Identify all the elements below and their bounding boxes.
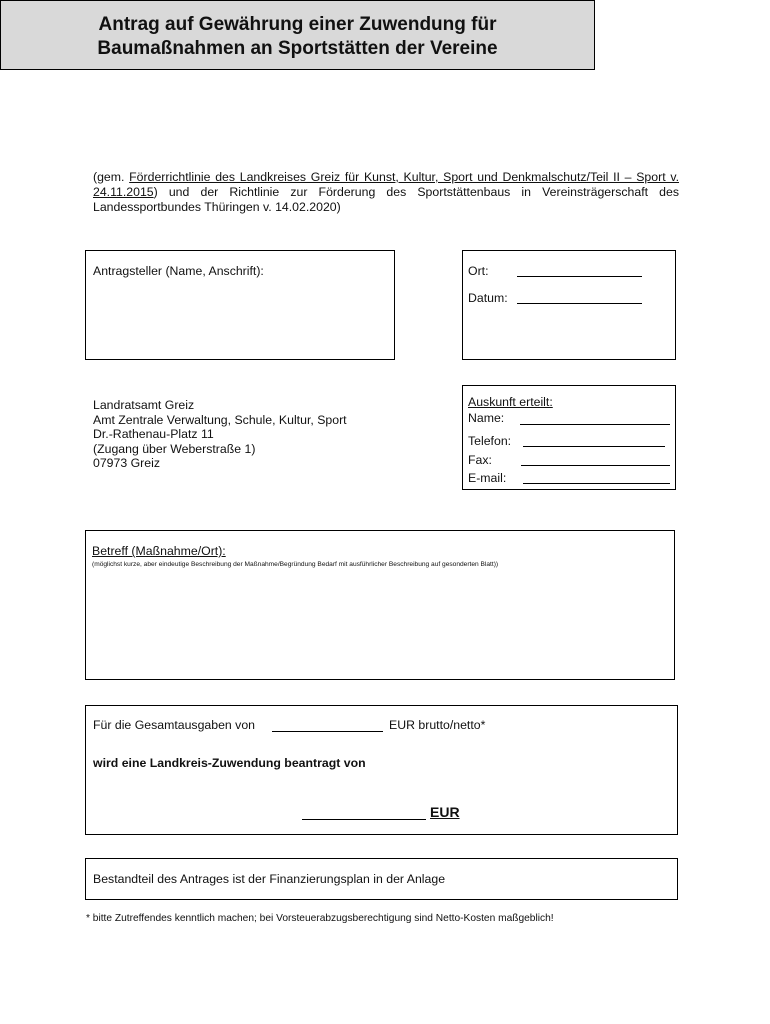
form-title-box xyxy=(0,0,595,70)
contact-box xyxy=(462,385,676,490)
subject-box[interactable] xyxy=(85,530,675,680)
contact-heading: Auskunft erteilt: xyxy=(468,395,553,409)
intro-part-2: ) und der Richtlinie zur Förderung des Sportstättenbaus in Vereinsträgerschaft des Landessportbundes Thüringen v. 14.02.2020) xyxy=(93,185,679,214)
contact-telefon-label: Telefon: xyxy=(468,434,512,448)
contact-fax-field[interactable] xyxy=(521,465,670,466)
intro-part-1: (gem. xyxy=(93,170,130,184)
form-title-line-2: Baumaßnahmen an Sportstätten der Vereine xyxy=(97,38,498,59)
contact-name-label: Name: xyxy=(468,411,505,425)
recipient-line: Amt Zentrale Verwaltung, Schule, Kultur, Sport xyxy=(93,412,347,427)
subject-heading: Betreff (Maßnahme/Ort): xyxy=(92,544,226,558)
guideline-link[interactable]: Förderrichtlinie des Landkreises Greiz für Kunst, Kultur, Sport und Denkmalschutz/Teil II – Sport v. 24.11.2015 xyxy=(93,170,679,199)
total-expenses-suffix: EUR brutto/netto* xyxy=(389,718,486,732)
recipient-line: 07973 Greiz xyxy=(93,456,160,470)
recipient-line: Landratsamt Greiz xyxy=(93,398,195,412)
contact-email-label: E-mail: xyxy=(468,471,507,485)
subject-note: (möglichst kurze, aber eindeutige Beschreibung der Maßnahme/Begründung Bedarf mit ausführlicher Beschreibung auf gesonderten Blatt)) xyxy=(92,561,499,568)
contact-fax-label: Fax: xyxy=(468,453,492,467)
contact-telefon-field[interactable] xyxy=(523,446,665,447)
request-text: wird eine Landkreis-Zuwendung beantragt von xyxy=(93,756,366,770)
ort-label: Ort: xyxy=(468,264,489,278)
attachment-text: Bestandteil des Antrages ist der Finanzierungsplan in der Anlage xyxy=(93,872,446,886)
total-expenses-field[interactable] xyxy=(272,731,383,732)
recipient-line: (Zugang über Weberstraße 1) xyxy=(93,441,256,456)
recipient-address xyxy=(93,398,433,471)
applicant-box[interactable] xyxy=(85,250,395,360)
requested-amount-field[interactable] xyxy=(302,819,426,820)
footnote: * bitte Zutreffendes kenntlich machen; bei Vorsteuerabzugsberechtigung sind Netto-Kosten maßgeblich! xyxy=(86,913,554,924)
contact-email-field[interactable] xyxy=(523,483,670,484)
recipient-line: Dr.-Rathenau-Platz 11 xyxy=(93,427,214,441)
place-date-box xyxy=(462,250,676,360)
ort-field[interactable] xyxy=(517,276,642,277)
datum-field[interactable] xyxy=(517,303,642,304)
intro-paragraph xyxy=(93,170,679,215)
datum-label: Datum: xyxy=(468,291,508,305)
attachment-box xyxy=(85,858,678,900)
applicant-label: Antragsteller (Name, Anschrift): xyxy=(93,264,264,278)
funding-box xyxy=(85,705,678,835)
contact-name-field[interactable] xyxy=(520,424,670,425)
total-expenses-prefix: Für die Gesamtausgaben von xyxy=(93,718,256,732)
form-title-line-1: Antrag auf Gewährung einer Zuwendung für xyxy=(98,14,497,35)
requested-amount-currency: EUR xyxy=(430,804,460,820)
